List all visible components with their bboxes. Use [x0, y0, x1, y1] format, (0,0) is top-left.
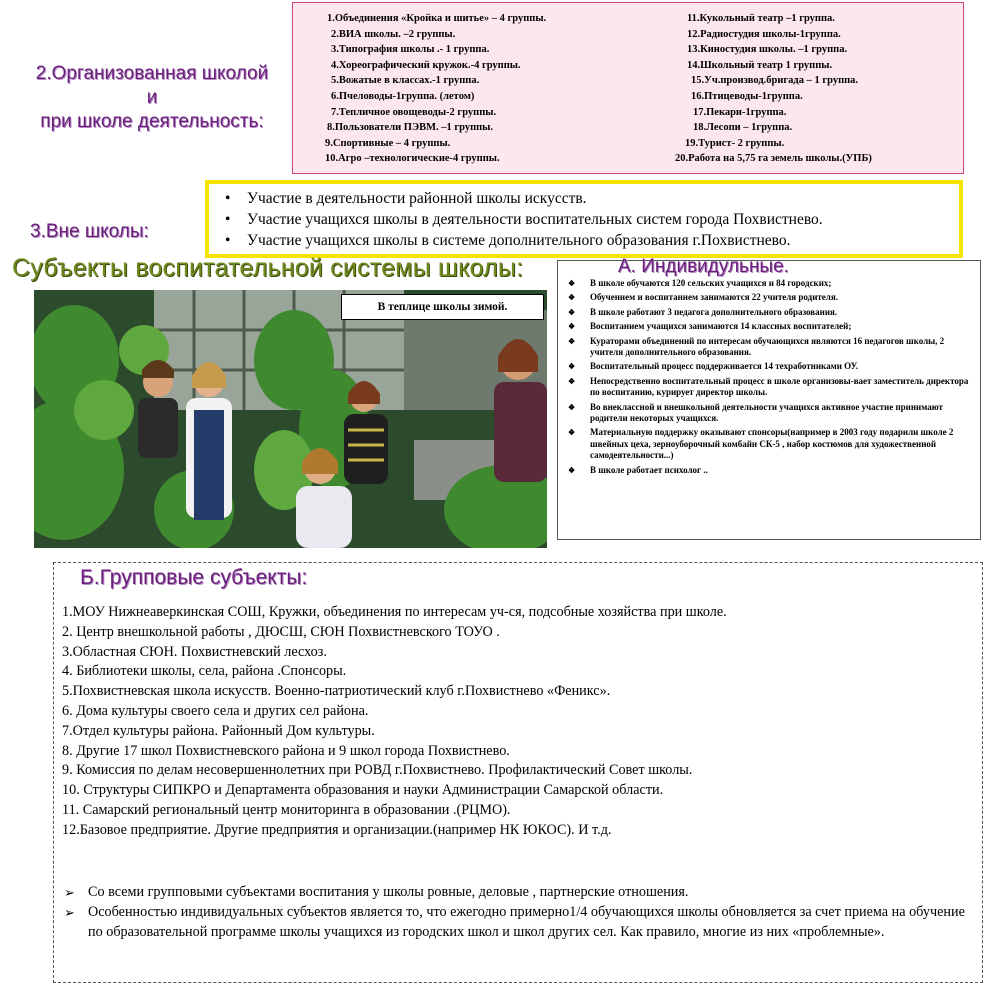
outside-item: • Участие в деятельности районной школы искусств.	[247, 188, 959, 209]
activity-item: 20.Работа на 5,75 га земель школы.(УПБ)	[675, 153, 872, 165]
individual-item: ❖ Обучением и воспитанием занимаются 22 учителя родителя.	[566, 292, 976, 303]
organized-activities-box	[292, 2, 964, 174]
group-item: 10. Структуры СИПКРО и Департамента образования и науки Администрации Самарской области.	[62, 782, 664, 799]
group-item: 6. Дома культуры своего села и других сел района.	[62, 702, 369, 719]
group-item: 8. Другие 17 школ Похвистневского района и 9 школ города Похвистнево.	[62, 742, 510, 759]
individual-item: ❖ Непосредственно воспитательный процесс в школе организовы-вает заместитель директора по воспитанию, курирует директор школы.	[566, 376, 976, 399]
subjects-title: Субъекты воспитательной системы школы:	[12, 254, 524, 282]
activity-item: 9.Спортивные – 4 группы.	[325, 137, 451, 149]
group-item: 5.Похвистневская школа искусств. Военно-патриотический клуб г.Похвистнево «Феникс».	[62, 683, 611, 700]
activity-item: 12.Радиостудия школы-1группа.	[687, 28, 841, 40]
activity-item: 13.Киностудия школы. –1 группа.	[687, 44, 848, 56]
activity-item: 7.Тепличное овощеводы-2 группы.	[331, 106, 497, 118]
greenhouse-photo	[34, 290, 547, 548]
activity-item: 3.Типография школы .- 1 группа.	[331, 44, 490, 56]
individual-item: ❖ Во внеклассной и внешкольной деятельности учащихся активное участие принимают родители некоторых учащихся.	[566, 402, 976, 425]
outside-school-list	[209, 188, 959, 251]
activity-item: 10.Агро –технологические-4 группы.	[325, 153, 500, 165]
individual-item: ❖ Воспитанием учащихся занимаются 14 классных воспитателей;	[566, 321, 976, 332]
group-note: ➢ Со всеми групповыми субъектами воспитания у школы ровные, деловые , партнерские отношения.	[62, 883, 972, 903]
section-3-title: 3.Вне школы:	[30, 221, 149, 242]
individual-item: ❖ Материальную поддержку оказывают спонсоры(например в 2003 году подарили школе 2 швейных цеха, зерноуборочный комбайн СК-5 , набор костюмов для художественной самодеятельности...)	[566, 427, 976, 461]
activity-item: 19.Турист- 2 группы.	[685, 137, 785, 149]
individual-item: ❖ Воспитательный процесс поддерживается 14 техработниками ОУ.	[566, 361, 976, 372]
activity-item: 2.ВИА школы. –2 группы.	[331, 28, 456, 40]
photo-caption: В теплице школы зимой.	[341, 294, 544, 320]
group-item: 11. Самарский региональный центр мониторинга в образовании .(РЦМО).	[62, 801, 511, 818]
section-2-title-line1: 2.Организованная школой и	[35, 63, 269, 108]
group-item: 12.Базовое предприятие. Другие предприятия и организации.(например НК ЮКОС). И т.д.	[62, 821, 612, 838]
group-item: 3.Областная СЮН. Похвистневский лесхоз.	[62, 643, 327, 660]
outside-item: • Участие учащихся школы в деятельности воспитательных систем города Похвистнево.	[247, 209, 959, 230]
section-2-title	[32, 62, 272, 134]
activity-item: 1.Объединения «Кройка и шитье» – 4 группы.	[327, 13, 547, 24]
activities-left-column	[327, 11, 546, 167]
outside-school-box	[205, 180, 963, 258]
individual-item: ❖ В школе работают 3 педагога дополнительного образования.	[566, 307, 976, 318]
individual-item: ❖ В школе работает психолог ..	[566, 465, 976, 476]
individual-item: ❖ В школе обучаются 120 сельских учащихся и 84 городских;	[566, 278, 976, 289]
activity-item: 17.Пекари-1группа.	[693, 106, 787, 118]
individual-subjects-title: А. Индивидульные.	[618, 256, 789, 277]
group-item: 1.МОУ Нижнеаверкинская СОШ, Кружки, объединения по интересам уч-ся, подсобные хозяйства при школе.	[62, 604, 727, 620]
greenhouse-photo-illustration	[34, 290, 547, 548]
activities-right-column	[675, 11, 872, 167]
group-notes	[62, 883, 972, 942]
group-item: 7.Отдел культуры района. Районный Дом культуры.	[62, 722, 375, 739]
group-item: 9. Комиссия по делам несовершеннолетних при РОВД г.Похвистнево. Профилактический Совет школы.	[62, 762, 693, 779]
activity-item: 8.Пользователи ПЭВМ. –1 группы.	[327, 122, 493, 134]
activity-item: 4.Хореографический кружок.-4 группы.	[331, 59, 521, 71]
group-item: 4. Библиотеки школы, села, района .Спонсоры.	[62, 663, 347, 680]
activity-item: 6.Пчеловоды-1группа. (летом)	[331, 90, 475, 102]
section-2-title-line2: при школе деятельность:	[40, 111, 264, 132]
group-subjects-list	[62, 603, 972, 841]
group-item: 2. Центр внешкольной работы , ДЮСШ, СЮН Похвистневского ТОУО .	[62, 623, 500, 640]
activity-item: 15.Уч.производ.бригада – 1 группа.	[691, 75, 859, 87]
activity-item: 18.Лесопи – 1группа.	[693, 122, 793, 134]
outside-item: • Участие учащихся школы в системе дополнительного образования г.Похвистнево.	[247, 230, 959, 251]
group-subjects-title: Б.Групповые субъекты:	[80, 566, 308, 589]
individual-item: ❖ Кураторами объединений по интересам обучающихся являются 16 педагогов школы, 2 учителя дополнительного образования.	[566, 336, 976, 359]
activity-item: 5.Вожатые в классах.-1 группа.	[331, 75, 480, 87]
activity-item: 16.Птицеводы-1группа.	[691, 90, 803, 102]
group-note: ➢ Особенностью индивидуальных субъектов является то, что ежегодно примерно1/4 обучающихся школы обновляется за счет приема на обучение по образовательной программе школы учащихся из городских школ и школ других сел. Как правило, многие из них «проблемные».	[62, 903, 972, 943]
activity-item: 11.Кукольный театр –1 группа.	[687, 13, 835, 24]
individual-subjects-list	[566, 278, 976, 479]
activity-item: 14.Школьный театр 1 группы.	[687, 59, 833, 71]
